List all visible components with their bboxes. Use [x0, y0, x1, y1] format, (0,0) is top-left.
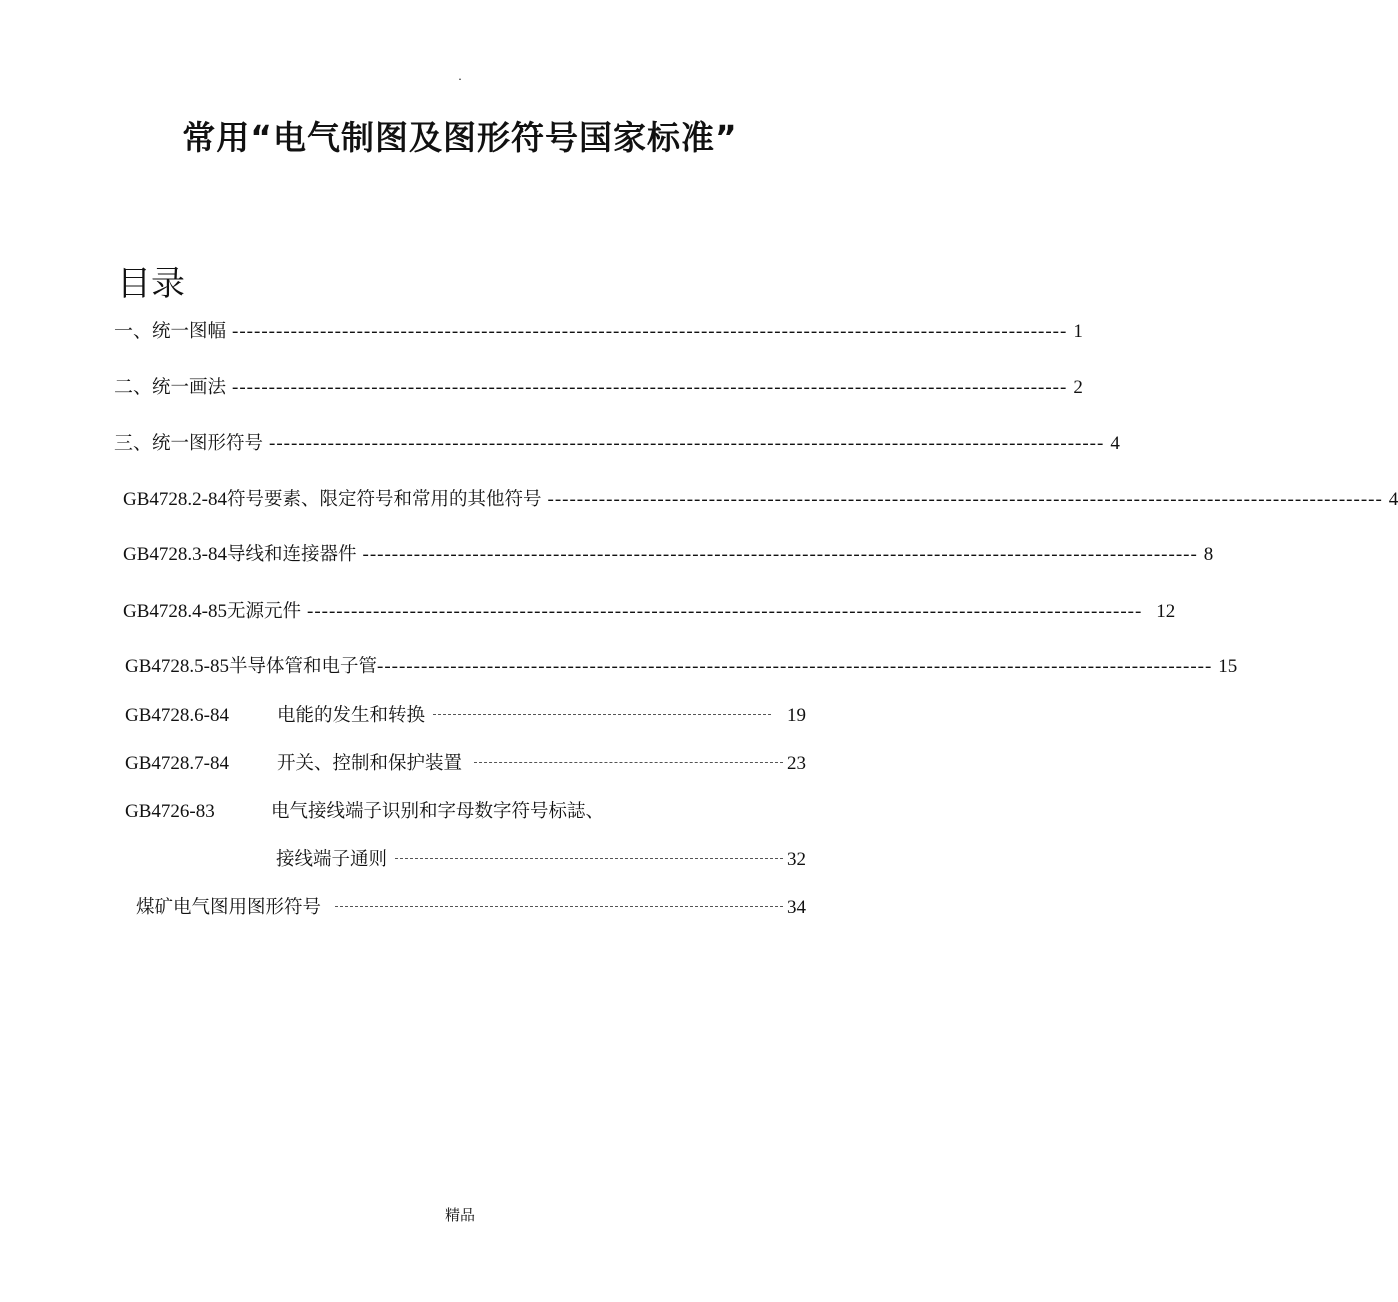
- toc-entry-standard-heading[interactable]: [125, 797, 806, 823]
- toc-leader: ------------------------------------------------------------------------------------------------------------------: [232, 321, 1068, 342]
- toc-entry-number: 二、: [114, 377, 153, 398]
- toc-entry-standard[interactable]: [123, 485, 1398, 511]
- toc-leader: ------------------------------------------------------------------------------------------------------------------: [362, 544, 1198, 565]
- toc-entry-label: 开关、控制和保护装置: [277, 753, 463, 774]
- toc-entry-page: 1: [1073, 321, 1083, 342]
- toc-leader: [433, 714, 771, 715]
- toc-leader: ------------------------------------------------------------------------------------------------------------------: [232, 377, 1068, 398]
- toc-entry-code: GB4728.3-84: [123, 544, 227, 565]
- toc-entry-code: GB4728.2-84: [123, 489, 227, 510]
- toc-entry-standard[interactable]: [125, 701, 806, 727]
- toc-leader: [335, 906, 783, 907]
- header-mark: .: [458, 68, 462, 83]
- toc-entry-code: GB4728.7-84: [125, 753, 229, 774]
- toc-entry-label: 接线端子通则: [276, 849, 388, 870]
- toc-entry-standard-continuation[interactable]: [276, 845, 806, 871]
- toc-entry-code: GB4726-83: [125, 801, 215, 822]
- toc-entry-label: 符号要素、限定符号和常用的其他符号: [226, 489, 542, 510]
- toc-entry-label: 电气接线端子识别和字母数字符号标誌、: [271, 801, 605, 822]
- toc-entry-page: 15: [1218, 656, 1238, 677]
- toc-entry-label: 统一图形符号: [152, 433, 264, 454]
- toc-entry-label: 电能的发生和转换: [277, 705, 426, 726]
- toc-entry-standard[interactable]: [125, 749, 806, 775]
- toc-entry-code: GB4728.4-85: [123, 601, 227, 622]
- toc-entry-section-1[interactable]: [114, 316, 1083, 343]
- toc-entry-page: 4: [1110, 433, 1120, 454]
- toc-leader: ------------------------------------------------------------------------------------------------------------------: [377, 656, 1213, 677]
- toc-entry-page: 34: [787, 897, 806, 918]
- toc-entry-number: 三、: [114, 433, 153, 454]
- toc-entry-label: 导线和连接器件: [226, 544, 357, 565]
- toc-entry-number: 一、: [114, 321, 153, 342]
- toc-entry-code: GB4728.6-84: [125, 705, 229, 726]
- toc-leader: [474, 762, 783, 763]
- toc-entry-page: 32: [787, 849, 806, 870]
- toc-leader: ------------------------------------------------------------------------------------------------------------------: [547, 489, 1383, 510]
- toc-entry-section-2[interactable]: [114, 372, 1083, 399]
- toc-entry-label: 无源元件: [226, 601, 301, 622]
- toc-leader: ------------------------------------------------------------------------------------------------------------------: [269, 433, 1105, 454]
- toc-entry-label: 半导体管和电子管: [228, 656, 377, 677]
- toc-entry-standard[interactable]: [123, 540, 1214, 566]
- toc-entry-page: 19: [787, 705, 806, 726]
- toc-entry-standard[interactable]: [125, 652, 1238, 678]
- toc-entry-page: 4: [1388, 489, 1398, 510]
- toc-leader: [395, 858, 783, 859]
- toc-entry-page: 8: [1203, 544, 1214, 565]
- toc-entry-page: 2: [1073, 377, 1083, 398]
- toc-entry-label: 煤矿电气图用图形符号: [136, 897, 322, 918]
- toc-entry-label: 统一画法: [152, 377, 227, 398]
- toc-entry-section-3[interactable]: [114, 428, 1120, 455]
- toc-entry-page: 12: [1156, 601, 1176, 622]
- toc-entry-label: 统一图幅: [152, 321, 227, 342]
- toc-entry-standard[interactable]: [123, 597, 1176, 623]
- toc-entry-page: 23: [787, 753, 806, 774]
- footer-text: 精品: [444, 1206, 475, 1224]
- toc-entry-code: GB4728.5-85: [125, 656, 229, 677]
- toc-leader: ------------------------------------------------------------------------------------------------------------------: [307, 601, 1143, 622]
- toc-heading: 目录: [117, 264, 185, 304]
- toc-entry-extra[interactable]: [136, 893, 806, 919]
- document-title: 常用“电气制图及图形符号国家标准”: [182, 118, 738, 157]
